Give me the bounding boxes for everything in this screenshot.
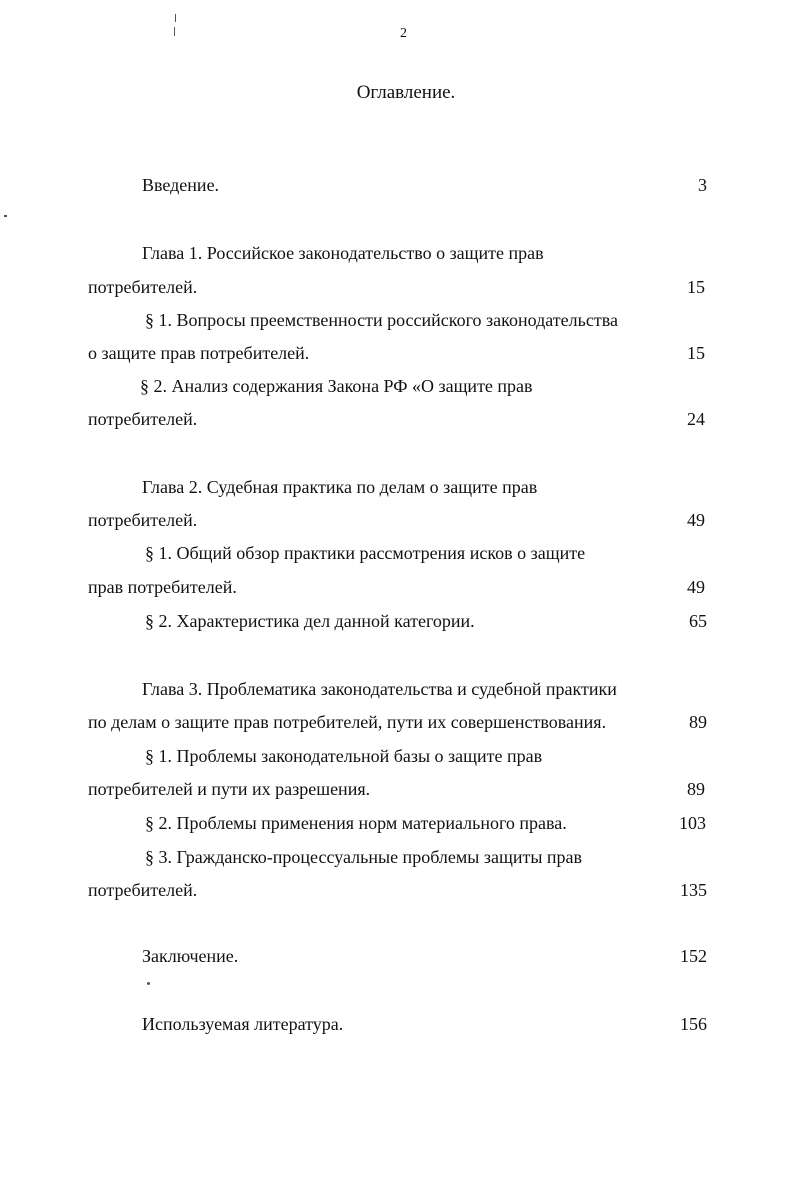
toc-ch1-page: 15 — [687, 277, 705, 297]
toc-ch1-line1: Глава 1. Российское законодательство о защите прав — [142, 243, 544, 263]
toc-ch1-line2: потребителей. — [88, 277, 198, 297]
toc-ch3-s1-line1: § 1. Проблемы законодательной базы о защите прав — [145, 746, 543, 766]
toc-literature-label: Используемая литература. — [142, 1014, 344, 1034]
toc-ch2-s2-line1: § 2. Характеристика дел данной категории. — [145, 611, 475, 631]
scan-mark — [174, 27, 175, 36]
toc-ch1-s2-page: 24 — [687, 409, 705, 429]
toc-ch1-s2-line2: потребителей. — [88, 409, 198, 429]
toc-ch3-s3-page: 135 — [680, 880, 707, 900]
page-title: Оглавление. — [356, 82, 456, 103]
toc-ch3-s1-line2: потребителей и пути их разрешения. — [88, 779, 371, 799]
toc-ch2-s1-line1: § 1. Общий обзор практики рассмотрения исков о защите — [145, 543, 586, 563]
toc-ch3-line2: по делам о защите прав потребителей, пути их совершенствования. — [88, 712, 607, 732]
toc-ch2-s1-page: 49 — [687, 577, 705, 597]
toc-ch3-s3-line1: § 3. Гражданско-процессуальные проблемы защиты прав — [145, 847, 583, 867]
toc-ch1-s1-page: 15 — [687, 343, 705, 363]
toc-conclusion-label: Заключение. — [142, 946, 239, 966]
toc-intro-label: Введение. — [142, 175, 220, 195]
toc-intro-page: 3 — [698, 175, 707, 195]
page-number: 2 — [400, 26, 407, 41]
scan-mark — [175, 14, 176, 22]
toc-ch2-page: 49 — [687, 510, 705, 530]
toc-ch2-s1-line2: прав потребителей. — [88, 577, 237, 597]
toc-ch1-s1-line1: § 1. Вопросы преемственности российского законодательства — [145, 310, 618, 330]
toc-conclusion-page: 152 — [680, 946, 707, 966]
toc-ch3-s2-page: 103 — [679, 813, 706, 833]
toc-ch2-line2: потребителей. — [88, 510, 198, 530]
toc-ch3-line1: Глава 3. Проблематика законодательства и судебной практики — [142, 679, 617, 699]
toc-ch3-s3-line2: потребителей. — [88, 880, 198, 900]
toc-literature-page: 156 — [680, 1014, 707, 1034]
toc-ch3-s1-page: 89 — [687, 779, 705, 799]
scan-dot — [147, 982, 150, 985]
toc-ch2-line1: Глава 2. Судебная практика по делам о защите прав — [142, 477, 538, 497]
toc-ch3-page: 89 — [689, 712, 707, 732]
scan-dot — [4, 215, 7, 217]
toc-ch3-s2-line1: § 2. Проблемы применения норм материального права. — [145, 813, 567, 833]
toc-ch1-s1-line2: о защите прав потребителей. — [88, 343, 310, 363]
toc-ch2-s2-page: 65 — [689, 611, 707, 631]
toc-ch1-s2-line1: § 2. Анализ содержания Закона РФ «О защите прав — [140, 376, 533, 396]
